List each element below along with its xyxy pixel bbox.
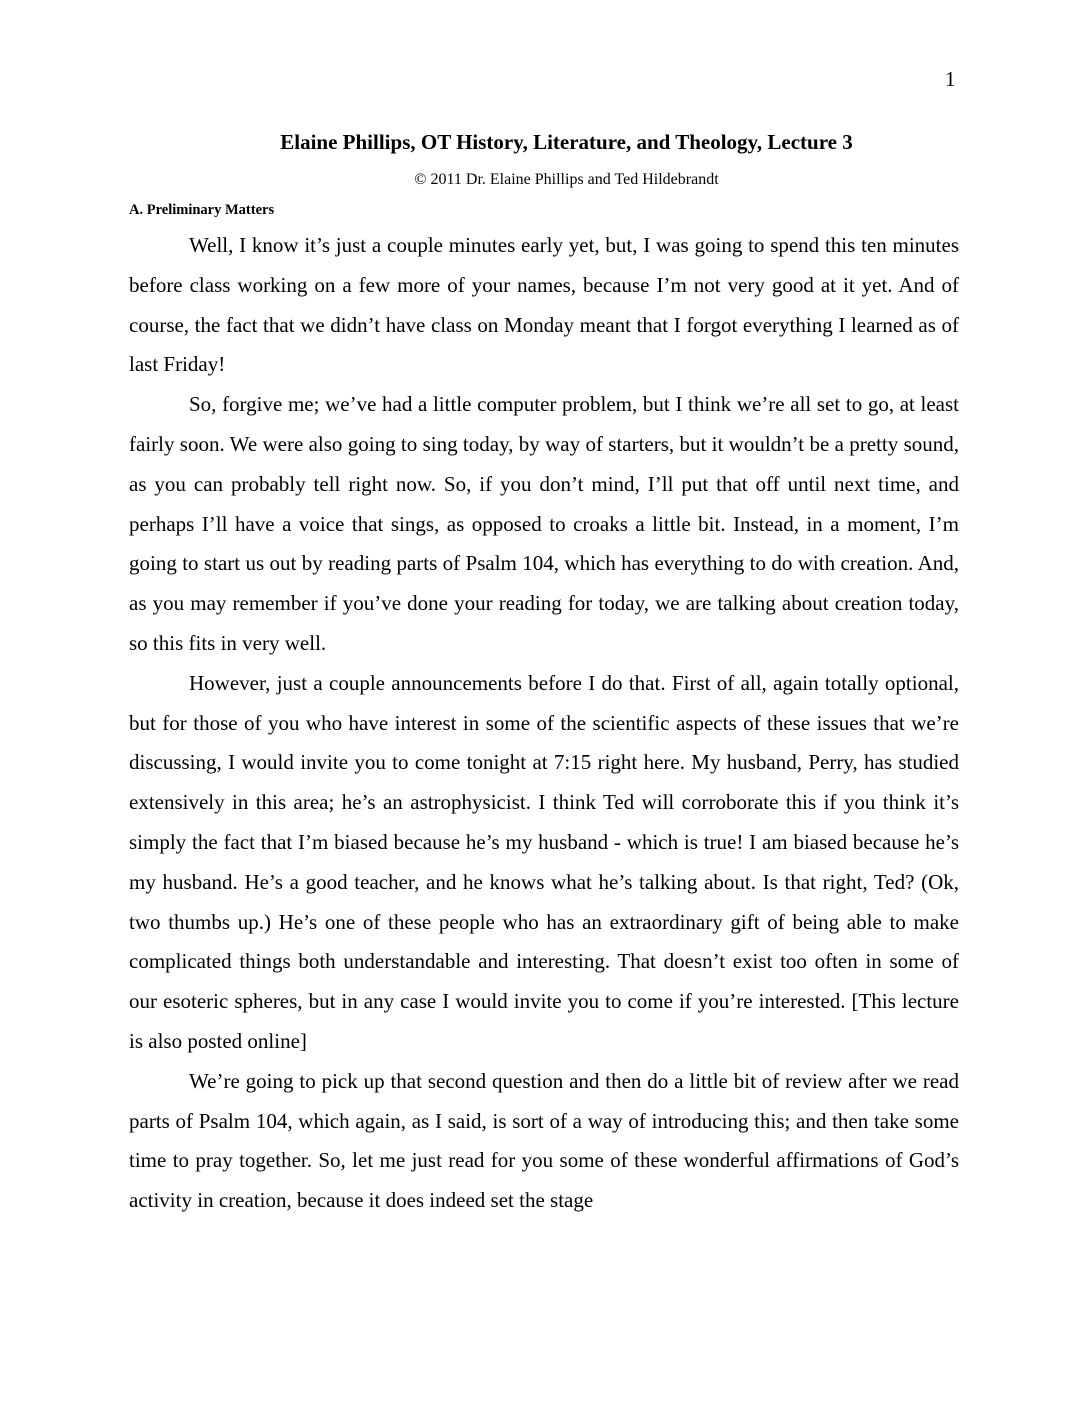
paragraph-announcements: However, just a couple announcements before I do that. First of all, again totally optional, but for those of you who have interest in some of the scientific aspects of these issues that we’re discussing, I would invite you to come tonight at 7:15 right here. My husband, Perry, has studied extensively in this area; he’s an astrophysicist. I think Ted will corroborate this if you think it’s simply the fact that I’m biased because he’s my husband - which is true! I am biased because he’s my husband. He’s a good teacher, and he knows what he’s talking about. Is that right, Ted? (Ok, two thumbs up.) He’s one of these people who has an extraordinary gift of being able to make complicated things both understandable and interesting. That doesn’t exist too often in some of our esoteric spheres, but in any case I would invite you to come if you’re interested. [This lecture is also posted online] — [129, 670, 959, 1053]
copyright-line: © 2011 Dr. Elaine Phillips and Ted Hildebrandt — [414, 171, 719, 188]
lecture-title: Elaine Phillips, OT History, Literature, and Theology, Lecture 3 — [280, 130, 853, 154]
section-heading: A. Preliminary Matters — [129, 202, 275, 218]
paragraph-names: Well, I know it’s just a couple minutes early yet, but, I was going to spend this ten minutes before class working on a few more of your names, because I’m not very good at it yet. And of course, the fact that we didn’t have class on Monday meant that I forgot everything I learned as of last Friday! — [129, 233, 959, 377]
paragraph-computer-problem: So, forgive me; we’ve had a little computer problem, but I think we’re all set to go, at least fairly soon. We were also going to sing today, by way of starters, but it wouldn’t be a pretty sound, as you can probably tell right now. So, if you don’t mind, I’ll put that off until next time, and perhaps I’ll have a voice that sings, as opposed to croaks a little bit. Instead, in a moment, I’m going to start us out by reading parts of Psalm 104, which has everything to do with creation. And, as you may remember if you’ve done your reading for today, we are talking about creation today, so this fits in very well. — [129, 392, 959, 655]
page-number: 1 — [945, 67, 956, 91]
paragraph-psalm-104: We’re going to pick up that second question and then do a little bit of review after we read parts of Psalm 104, which again, as I said, is sort of a way of introducing this; and then take some time to pray together. So, let me just read for you some of these wonderful affirmations of God’s activity in creation, because it does indeed set the stage — [129, 1068, 959, 1213]
body-text — [129, 226, 959, 1221]
